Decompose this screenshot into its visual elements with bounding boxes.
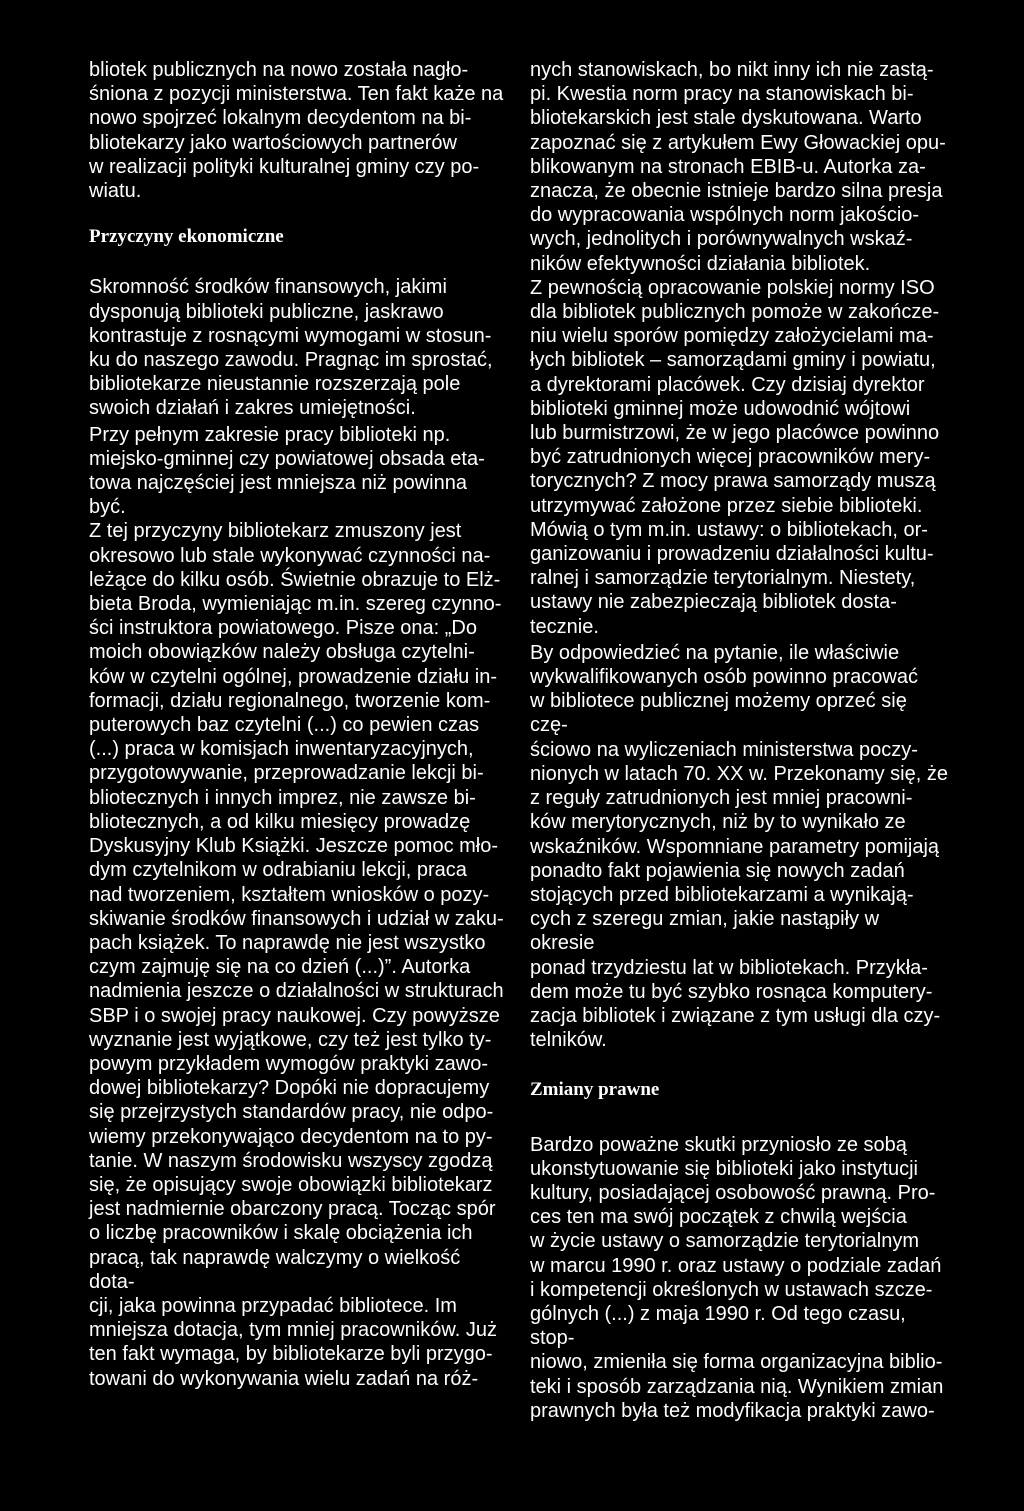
section-heading-economic: Przyczyny ekonomiczne <box>89 226 284 248</box>
left-column <box>89 58 507 1391</box>
paragraph: By odpowiedzieć na pytanie, ile właściwie wykwalifikowanych osób powinno pracować w bibliotece publicznej możemy oprzeć się czę- ściowo na wyliczeniach ministerstwa poczy- nionych w latach 70. XX w. Przekonamy się, że z reguły zatrudnionych jest mniej pracowni- ków merytorycznych, niż by to wynikało ze wskaźników. Wspomniane parametry pomijają ponadto fakt pojawienia się nowych zadań stojących przed bibliotekarzami a wynikają- cych z szeregu zmian, jakie nastąpiły w okresie ponad trzydziestu lat w bibliotekach. Przykła- dem może tu być szybko rosnąca komputery- zacja bibliotek i związane z tym usługi dla czy- telników. <box>530 641 948 1052</box>
right-column <box>530 58 948 1423</box>
paragraph: Bardzo poważne skutki przyniosło ze sobą ukonstytuowanie się biblioteki jako instytucji kultury, posiadającej osobowość prawną. Pro- ces ten ma swój początek z chwilą wejścia w życie ustawy o samorządzie terytorialnym w marcu 1990 r. oraz ustawy o podziale zadań i kompetencji określonych w ustawach szcze- gólnych (...) z maja 1990 r. Od tego czasu, stop- niowo, zmieniła się forma organizacyjna biblio- teki i sposób zarządzania nią. Wynikiem zmian prawnych była też modyfikacja praktyki zawo- <box>530 1133 944 1422</box>
section-heading-legal: Zmiany prawne <box>530 1079 660 1101</box>
paragraph: nych stanowiskach, bo nikt inny ich nie zastą- pi. Kwestia norm pracy na stanowiskach bi- bliotekarskich jest stale dyskutowana. Warto zapoznać się z artykułem Ewy Głowackiej opu- blikowanym na stronach EBIB-u. Autorka za- znacza, że obecnie istnieje bardzo silna presja do wypracowania wspólnych norm jakościo- wych, jednolitych i porównywalnych wskaź- ników efektywności działania bibliotek. Z pewnością opracowanie polskiej normy ISO dla bibliotek publicznych pomoże w zakończe- niu wielu sporów pomiędzy założycielami ma- łych bibliotek – samorządami gminy i powiatu, a dyrektorami placówek. Czy dzisiaj dyrektor biblioteki gminnej może udowodnić wójtowi lub burmistrzowi, że w jego placówce powinno być zatrudnionych więcej pracowników mery- torycznych? Z mocy prawa samorządy muszą utrzymywać założone przez siebie biblioteki. Mówią o tym m.in. ustawy: o bibliotekach, or- ganizowaniu i prowadzeniu działalności kultu- ralnej i samorządzie terytorialnym. Niestety, ustawy nie zabezpieczają bibliotek dosta- tecznie. <box>530 59 946 638</box>
paragraph: Przy pełnym zakresie pracy biblioteki np. miejsko-gminnej czy powiatowej obsada eta- towa najczęściej jest mniejsza niż powinna być. Z tej przyczyny bibliotekarz zmuszony jest okresowo lub stale wykonywać czynności na- leżące do kilku osób. Świetnie obrazuje to Elż- bieta Broda, wymieniając m.in. szereg czynno- ści instruktora powiatowego. Pisze ona: „Do moich obowiązków należy obsługa czytelni- ków w czytelni ogólnej, prowadzenie działu in- formacji, działu regionalnego, tworzenie kom- puterowych baz czytelni (...) co pewien czas (...) praca w komisjach inwentaryzacyjnych, przygotowywanie, przeprowadzanie lekcji bi- bliotecznych i innych imprez, nie zawsze bi- bliotecznych, a od kilku miesięcy prowadzę Dyskusyjny Klub Książki. Jeszcze pomoc mło- dym czytelnikom w odrabianiu lekcji, praca nad tworzeniem, kształtem wniosków o pozy- skiwanie środków finansowych i udział w zaku- pach książek. To naprawdę nie jest wszystko czym zajmuję się na co dzień (...)”. Autorka nadmienia jeszcze o działalności w strukturach SBP i o swojej pracy naukowej. Czy powyższe wyznanie jest wyjątkowe, czy też jest tylko ty- powym przykładem wymogów praktyki zawo- dowej bibliotekarzy? Dopóki nie dopracujemy się przejrzystych standardów pracy, nie odpo- wiemy przekonywająco decydentom na to py- tanie. W naszym środowisku wszyscy zgodzą się, że opisujący swoje obowiązki bibliotekarz jest nadmiernie obarczony pracą. Tocząc spór o liczbę pracowników i skalę obciążenia ich pracą, tak naprawdę walczymy o wielkość dota- cji, jaka powinna przypadać bibliotece. Im mniejsza dotacja, tym mniej pracowników. Już ten fakt wymaga, by bibliotekarze byli przygo- towani do wykonywania wielu zadań na róż- <box>89 423 504 1390</box>
paragraph: Skromność środków finansowych, jakimi dysponują biblioteki publiczne, jaskrawo kontrastuje z rosnącymi wymogami w stosun- ku do naszego zawodu. Pragnąc im sprostać, bibliotekarze nieustannie rozszerzają pole swoich działań i zakres umiejętności. <box>89 276 493 420</box>
paragraph: bliotek publicznych na nowo została nagło- śniona z pozycji ministerstwa. Ten fakt każe na nowo spojrzeć lokalnym decydentom na bi- bliotekarzy jako wartościowych partnerów w realizacji polityki kulturalnej gminy czy po- wiatu. <box>89 59 504 203</box>
